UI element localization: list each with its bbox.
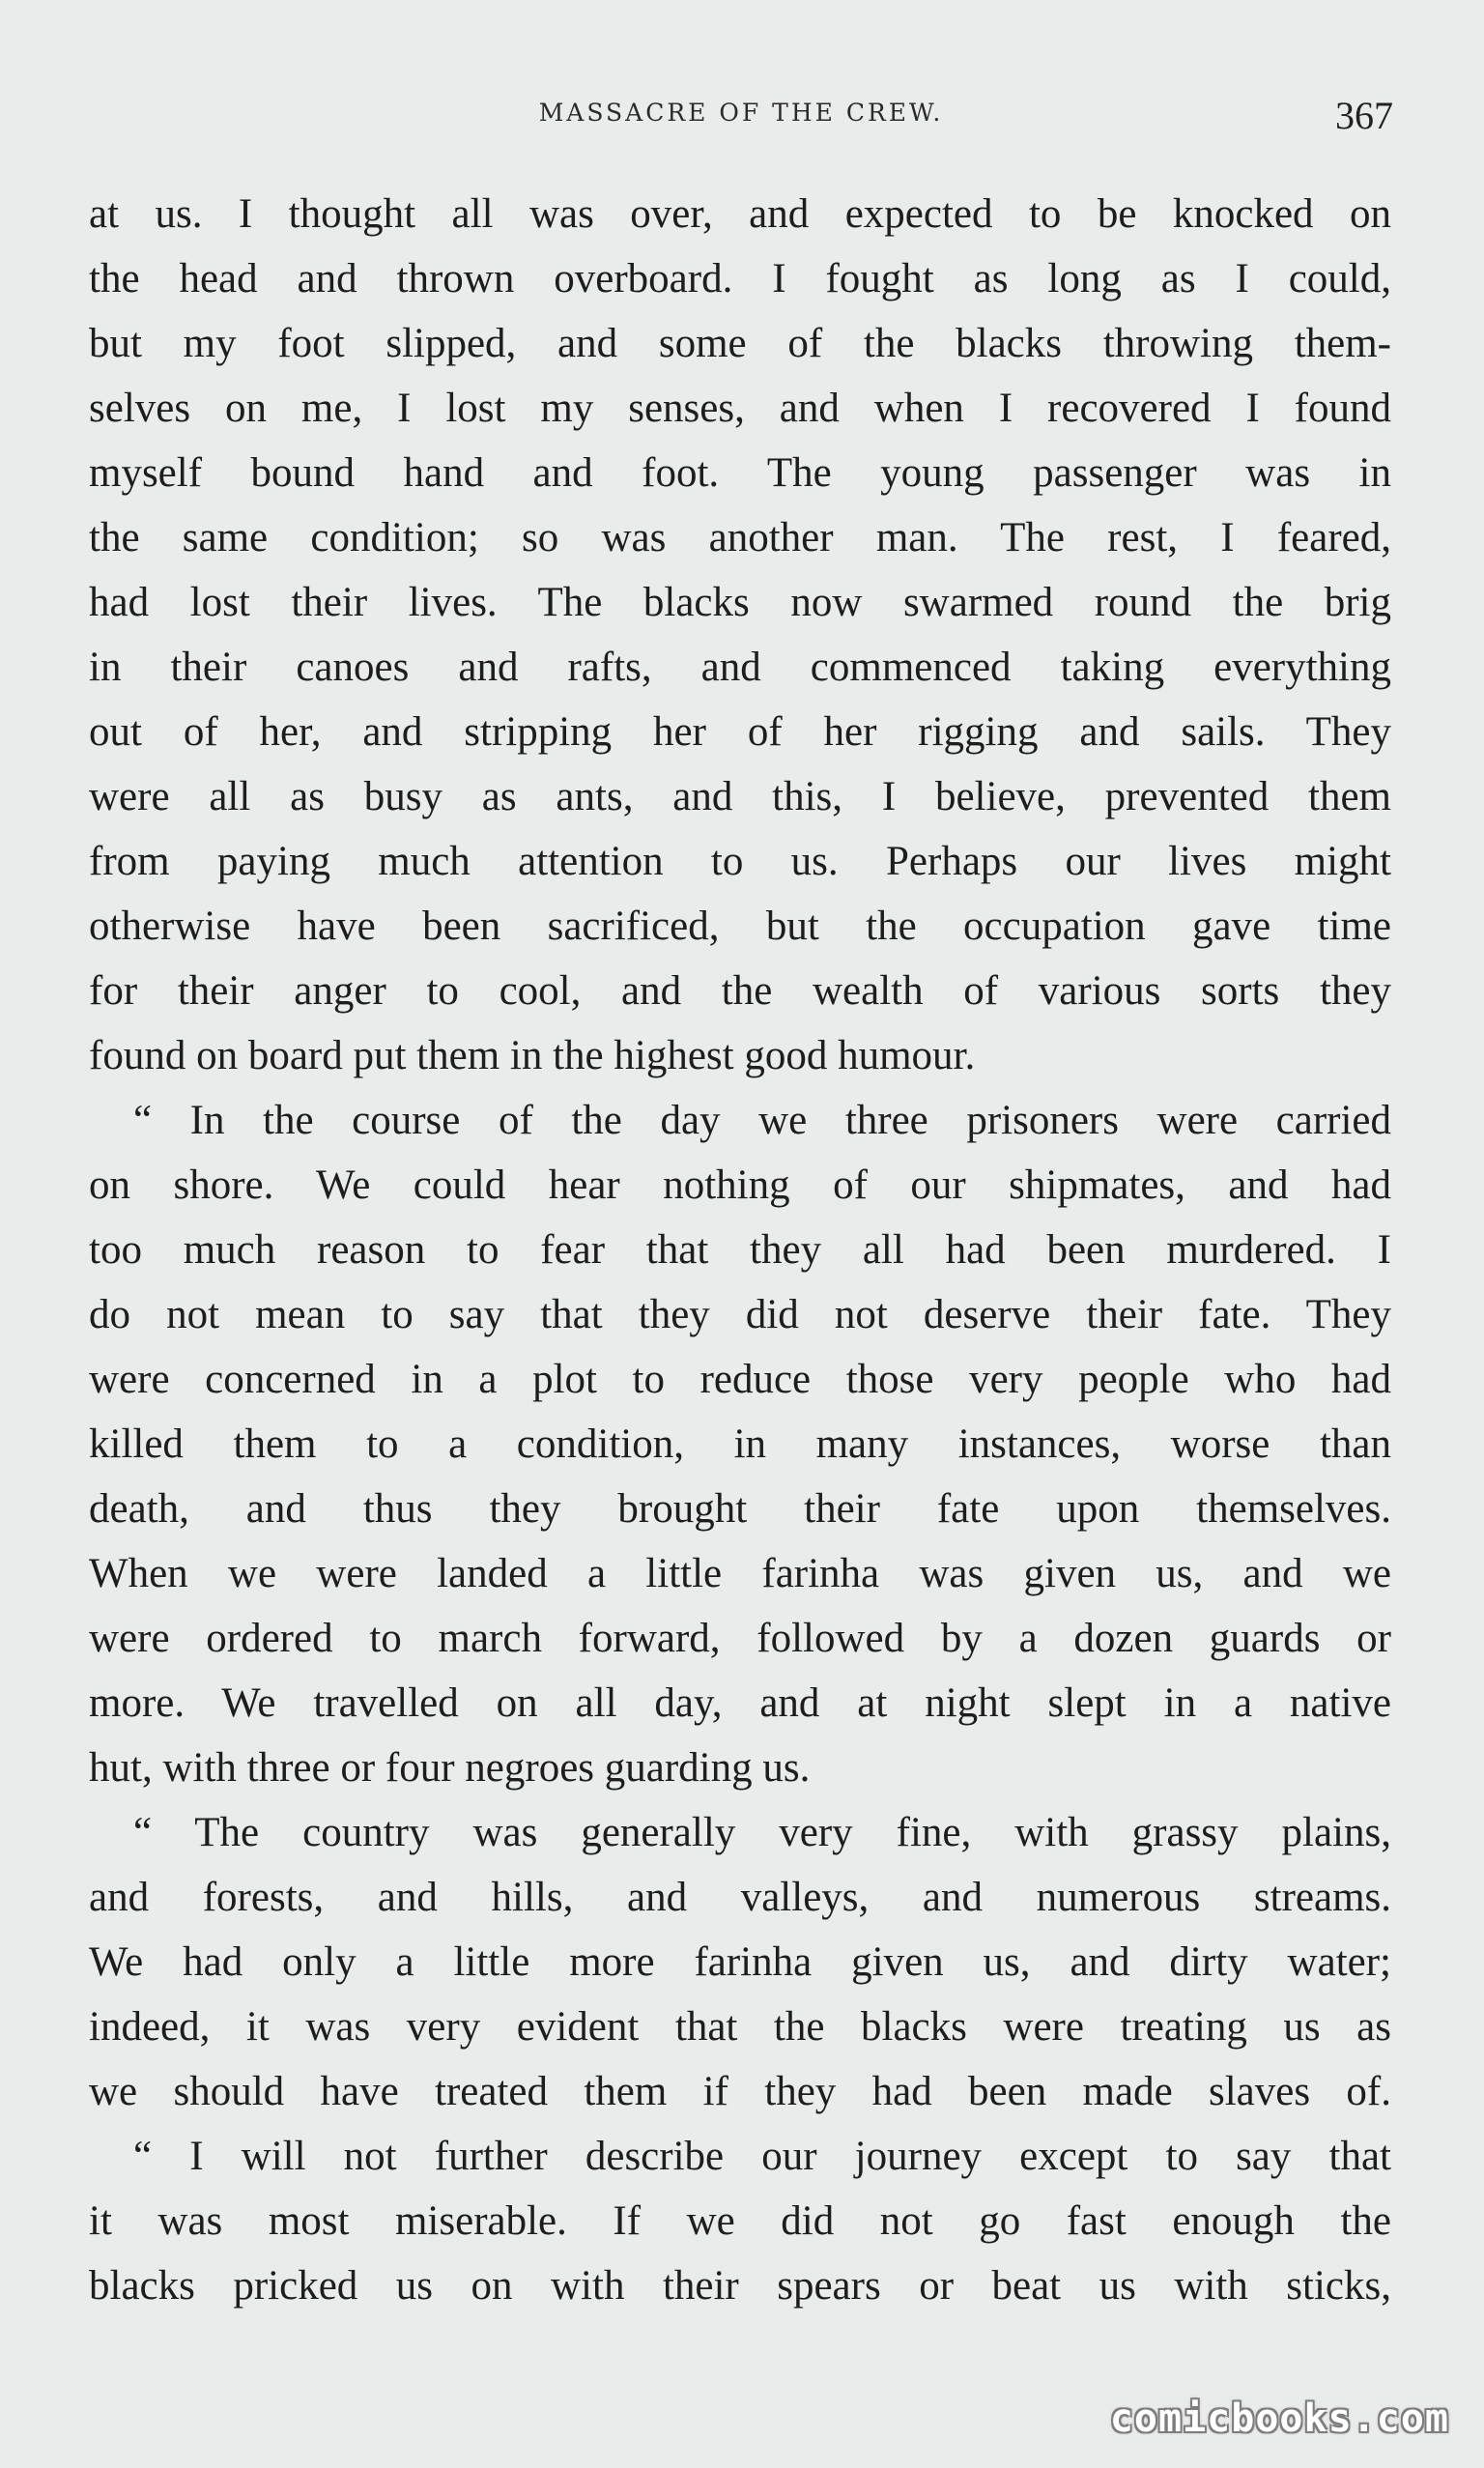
paragraph-3 — [89, 1800, 1391, 2124]
text-line: were all as busy as ants, and this, I believe, prevented them — [89, 774, 1391, 819]
text-line: but my foot slipped, and some of the blacks throwing them- — [89, 321, 1391, 366]
text-line: hut, with three or four negroes guarding us. — [89, 1745, 811, 1791]
text-line: the head and thrown overboard. I fought as long as I could, — [89, 256, 1391, 301]
running-head — [89, 93, 1393, 151]
text-line: do not mean to say that they did not deserve their fate. They — [89, 1292, 1391, 1337]
text-line: the same condition; so was another man. The rest, I feared, — [89, 515, 1391, 560]
text-line: myself bound hand and foot. The young passenger was in — [89, 450, 1391, 496]
text-line: were concerned in a plot to reduce those very people who had — [89, 1357, 1391, 1402]
text-line: were ordered to march forward, followed by a dozen guards or — [89, 1616, 1391, 1661]
text-line: indeed, it was very evident that the blacks were treating us as — [89, 2004, 1391, 2050]
text-line: death, and thus they brought their fate upon themselves. — [89, 1486, 1391, 1532]
text-line: too much reason to fear that they all had been murdered. I — [89, 1227, 1391, 1273]
text-line: otherwise have been sacrificed, but the occupation gave time — [89, 904, 1391, 949]
watermark: comicbooks.com — [1109, 2396, 1449, 2441]
running-title: MASSACRE OF THE CREW. — [538, 99, 944, 127]
paragraph-1 — [89, 182, 1391, 1088]
text-line: we should have treated them if they had been made slaves of. — [89, 2069, 1391, 2114]
text-line: more. We travelled on all day, and at night slept in a native — [89, 1680, 1391, 1726]
text-line: and forests, and hills, and valleys, and numerous streams. — [89, 1875, 1391, 1920]
text-line: out of her, and stripping her of her rigging and sails. They — [89, 709, 1391, 755]
text-line: for their anger to cool, and the wealth of various sorts they — [89, 968, 1391, 1014]
text-line: “ In the course of the day we three prisoners were carried — [133, 1098, 1391, 1143]
text-line: in their canoes and rafts, and commenced taking everything — [89, 645, 1391, 690]
text-line: blacks pricked us on with their spears or beat us with sticks, — [89, 2263, 1391, 2309]
page-number: 367 — [1335, 94, 1393, 137]
text-line: We had only a little more farinha given us, and dirty water; — [89, 1939, 1391, 1985]
text-line: from paying much attention to us. Perhaps our lives might — [89, 839, 1391, 884]
text-line: killed them to a condition, in many instances, worse than — [89, 1421, 1391, 1467]
text-line: “ The country was generally very fine, with grassy plains, — [133, 1810, 1391, 1855]
text-line: on shore. We could hear nothing of our shipmates, and had — [89, 1162, 1391, 1208]
text-line: “ I will not further describe our journey except to say that — [133, 2134, 1391, 2179]
body-text — [89, 182, 1391, 2318]
text-line: had lost their lives. The blacks now swarmed round the brig — [89, 580, 1391, 625]
paragraph-2 — [89, 1088, 1391, 1800]
text-line: it was most miserable. If we did not go fast enough the — [89, 2198, 1391, 2244]
text-line: found on board put them in the highest good humour. — [89, 1033, 976, 1078]
text-line: at us. I thought all was over, and expected to be knocked on — [89, 191, 1391, 237]
paragraph-4 — [89, 2124, 1391, 2318]
text-line: When we were landed a little farinha was given us, and we — [89, 1551, 1391, 1596]
text-line: selves on me, I lost my senses, and when I recovered I found — [89, 386, 1391, 431]
